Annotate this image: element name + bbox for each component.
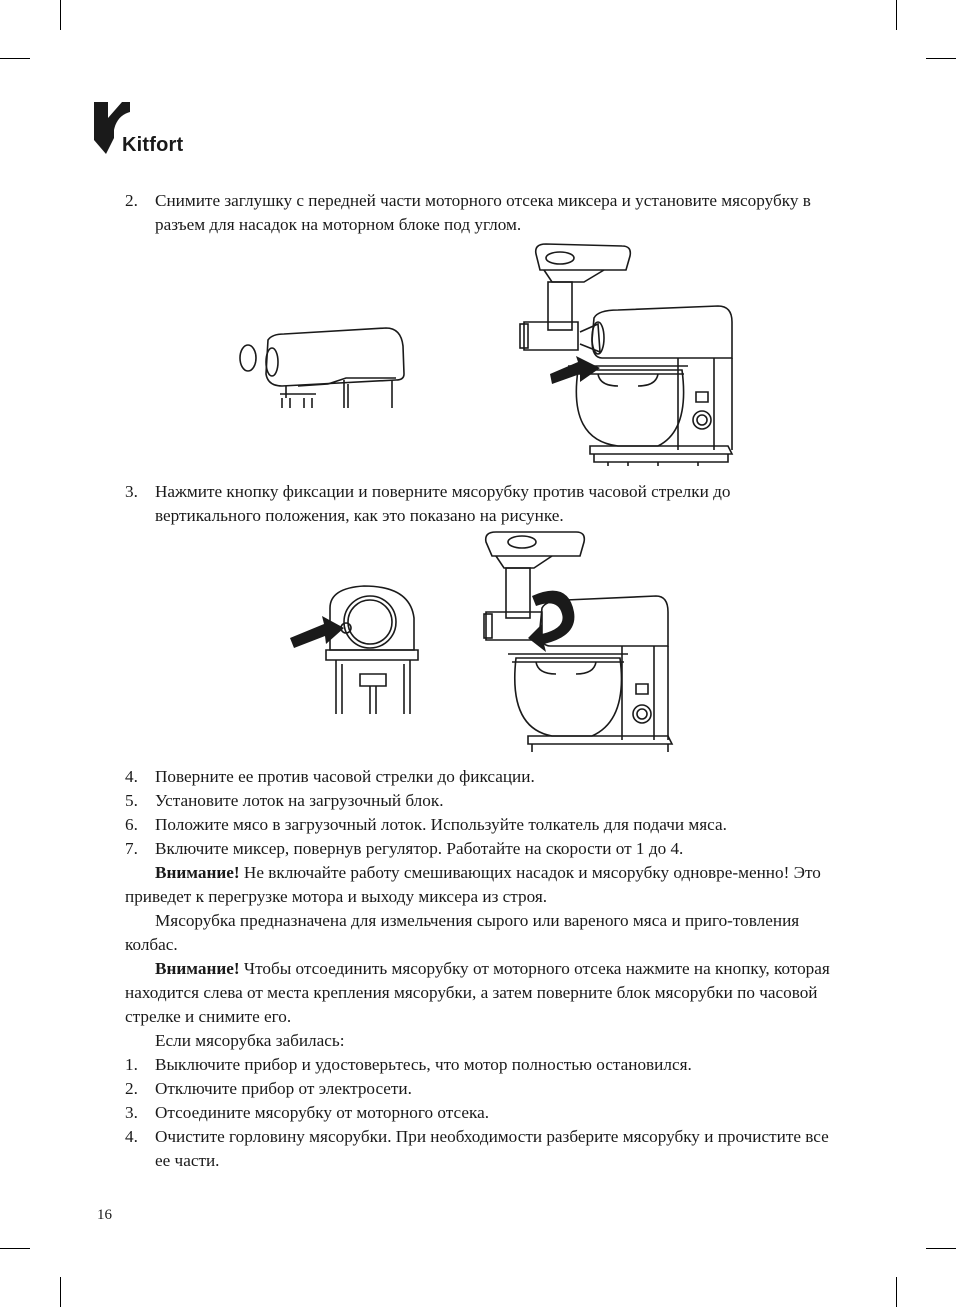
figure-install-grinder — [518, 240, 753, 470]
figure-remove-cap — [236, 318, 411, 413]
brand-logo — [92, 100, 202, 160]
crop-mark — [896, 0, 897, 30]
list-item: 3. Отсоедините мясорубку от моторного отсека. — [125, 1103, 489, 1122]
list-item: 6. Положите мясо в загрузочный лоток. Используйте толкатель для подачи мяса. — [125, 815, 727, 834]
list-item: 5. Установите лоток на загрузочный блок. — [125, 791, 444, 810]
crop-mark — [0, 58, 30, 59]
clog-intro: Если мясорубка забилась: — [155, 1031, 345, 1050]
crop-mark — [896, 1277, 897, 1307]
crop-mark — [60, 1277, 61, 1307]
warning-paragraph: Внимание! Чтобы отсоединить мясорубку от моторного отсека нажмите на кнопку, которая находится слева от места крепления мясорубки, а затем поверните блок мясорубки по часовой стрелке и снимите его. — [125, 959, 830, 1026]
warning-paragraph: Внимание! Не включайте работу смешивающих насадок и мясорубку одновре-менно! Это приведет к перегрузке мотора и выходу миксера из строя. — [125, 863, 821, 906]
crop-mark — [0, 1248, 30, 1249]
crop-mark — [926, 58, 956, 59]
page-number: 16 — [97, 1207, 112, 1223]
figure-rotate-grinder — [482, 528, 682, 760]
figure-lock-button — [290, 578, 425, 716]
crop-mark — [60, 0, 61, 30]
list-item: 2. Отключите прибор от электросети. — [125, 1079, 412, 1098]
list-item: 7. Включите миксер, повернув регулятор. Работайте на скорости от 1 до 4. — [125, 839, 684, 858]
crop-mark — [926, 1248, 956, 1249]
list-item: 2. Снимите заглушку с передней части моторного отсека миксера и установите мясорубку в разъем для насадок на моторном блоке под углом. — [125, 191, 811, 234]
brand-name: Kitfort — [122, 134, 184, 156]
purpose-paragraph: Мясорубка предназначена для измельчения сырого или вареного мяса и приго-товления колбас. — [125, 911, 800, 954]
list-item: 4. Поверните ее против часовой стрелки до фиксации. — [125, 767, 535, 786]
instruction-block — [125, 480, 840, 528]
list-item: 3. Нажмите кнопку фиксации и поверните мясорубку против часовой стрелки до вертикального положения, как это показано на рисунке. — [125, 482, 731, 525]
instruction-block — [125, 765, 840, 1173]
instruction-block — [125, 189, 840, 237]
list-item: 1. Выключите прибор и удостоверьтесь, что мотор полностью остановился. — [125, 1055, 692, 1074]
list-item: 4. Очистите горловину мясорубки. При необходимости разберите мясорубку и прочистите все ее части. — [125, 1127, 829, 1170]
